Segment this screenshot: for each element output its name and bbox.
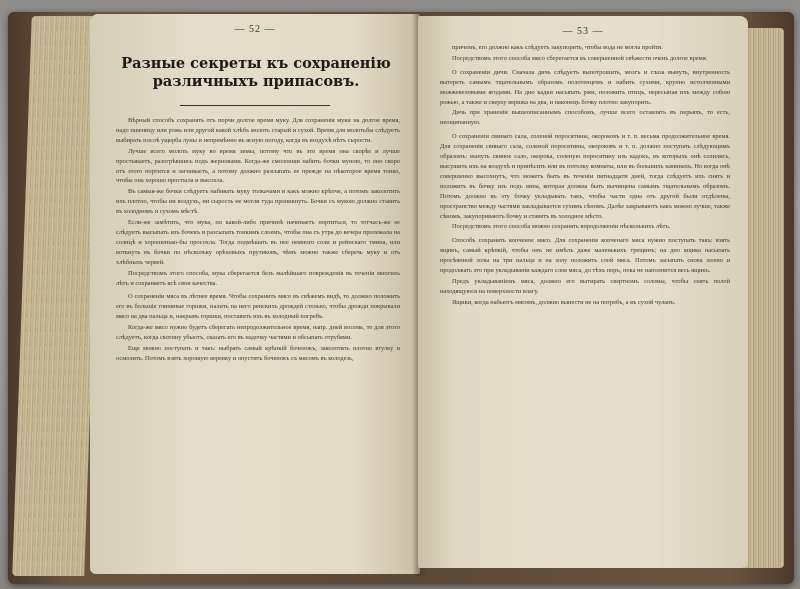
page-number: — 52 — (234, 24, 276, 35)
paragraph: О сохраненіи дичи. Сначала дичь слѣдуетъ выпотрошить, мозгъ и глаза вынуть, внутренность вытереть самымъ тщательнымъ образомъ полотенцемъ и набить сухими, крупно истолченными можжевеловыми ягодами. На дно кадки насыпать ржи, положить птицъ, пересыпая ихъ между собою рожью, а также и сверху вершка на два, и наконецъ бочку плотно закупорить. (440, 68, 730, 106)
paragraph: Дичь при храненіи вышеописаннымъ способомъ, лучше всего оставлять въ перьяхъ, то есть, неощипанную. (440, 109, 730, 127)
paragraph: Вѣрный способъ сохранять отъ порчи долгое время муку. Для сохраненія муки на долгое время, надо пшеницу или рожь или другой какой хлѣбъ молоть старый и сухой. Время для молотьбы слѣдуетъ выбирать послѣ ущерба луны и непремѣнно въ ясную погоду, когда въ воздухѣ нѣтъ сырости. (116, 117, 400, 144)
left-page-text (90, 116, 420, 364)
paragraph: причемъ, его должно какъ слѣдуетъ закупорить, чтобы вода не могла пройти. (452, 44, 663, 51)
paragraph: Предъ укладываніемъ мяса, должно его вытирать свертномъ соломы, чтобы снять полой находящуюся на поверхности влагу. (440, 277, 730, 295)
paragraph: Лучше всего молоть муку во время зимы, потому что въ это время она скорѣе и лучше простываетъ, разогрѣвшись подъ жерновами. Когда-же смолонши набить бочки муною, то оно скоро отъ этого портится и загниваетъ, а потому должно разсыпать ее прежде на нѣкоторое время тонко, чтобы она хорошо простыла и высохла. (116, 147, 400, 185)
paragraph: Когда-же мясо нужно будетъ сберегать непродолжительное время, напр. дней восемь, то для этого слѣдуетъ, когда скотину убьютъ, сказать его въ надочку частями и обсыпать отрубями. (116, 324, 400, 342)
paragraph: Ящики, когда набьютъ мясомъ, должно вынести не на погребъ, а въ сухой чуланъ. (452, 298, 676, 306)
open-book (8, 6, 796, 584)
paragraph: Въ самыя-же бочки слѣдуетъ набивать муку толкачами и какъ можно крѣпче, а потомъ заколотить ихъ плотно, чтобы ни воздухъ, ни сырость не могли туда проникнуть. Бочки съ мукою должно ставить въ холодномъ и сухомъ мѣстѣ. (116, 188, 400, 216)
paragraph: О сохраненіи мяса въ лѣтнее время. Чтобы сохранить мясо въ свѣжемъ видѣ, то должно положить его въ большіе глиняные горшки, налить на него ренскихъ дрождей столько, чтобы дрожди покрывали мясо на два пальца и, накрывъ горшки, поставить ихъ въ холодный погребъ. (116, 293, 400, 321)
paragraph: Если-же замѣтить, что мука, по какой-либо причинѣ начинаетъ портиться, то тотчасъ-же ее слѣдуетъ высыпать изъ бочекъ и разсыпать тонкимъ слоемъ, чтобы она съ утра до вечера пролежала на солнцѣ и хорошенько-бы просохла. Тогда подмѣшать въ нее немного соли и рейнскаго тмина, или воткнуть въ бочки по нѣскольку орѣховыхъ прутиковъ, чѣмъ можно также сберечь муку и отъ хлѣбныхъ червей. (116, 219, 400, 266)
paragraph: О сохраненіи свинаго сала, соленой поросятины, окороковъ и т. п. весьма продолжительное время. Для сохраненія свинаго сала, соленой поросятины, окороковъ и т. п. должно поступать слѣдующимъ образомъ: вынуть свиное сало, окорока, соленую поросятину изъ кадокъ, въ которыхъ онѣ солились, высушить ихъ на воздухѣ и принѣсить или въ потолку комнаты, или въ большихъ каминахъ. Но когда онѣ совершенно высохнутъ, что можетъ быть въ теченіи пятнадцати дней, тогда слѣдуетъ ихъ снять и положить въ бочку изъ подъ вина, которая должна быть вычищена самымъ тщательнымъ образомъ. Потомъ должно въ эту бочку укладывать такъ, чтобы части одна отъ другой были отдѣлены, пространство между частями закладывается сухимъ сѣномъ. Далѣе закрываютъ какъ можно лучше, также сѣномъ, закупориваютъ бочку и ставятъ въ холодное мѣсто. (440, 133, 730, 220)
page-edges-right (744, 28, 784, 568)
page-heading: Разные секреты къ сохраненію различныхъ припасовъ. (121, 55, 391, 90)
paragraph: Посредствомъ этого способа, мука сберегается безъ малѣйшаго поврежденія въ теченіи многихъ лѣтъ и сохраняетъ всѣ свои качества. (116, 269, 400, 287)
left-page (90, 14, 420, 574)
right-page (418, 16, 748, 568)
heading-rule (180, 105, 330, 106)
paragraph: Посредствомъ этого способа мясо сберегается въ совершенной свѣжести очень долгое время. (452, 54, 708, 62)
page-number: — 53 — (562, 26, 604, 37)
paragraph: Еще можно поступать и такъ: выбрать самый крѣпкій боченокъ, заколотить плотно втулку и осмолить. Потомъ взять хорошую веревку и опустить боченокъ съ мясомъ въ колодезь, (116, 344, 400, 362)
paragraph: Способъ сохранять копченое мясо. Для сохраненія копченаго мяса нужно поступать такъ: взять ящикъ, самый крѣпкій, чтобы онъ не имѣлъ даже маленькихъ трещинъ; на дно ящика насыпать просѣянной золы на три пальца и на золу положить слой мяса. Потомъ засыпать снова золою и продолжать это при укладываніи каждаго слоя мяса, до тѣхъ поръ, пока не наполнится весь ящикъ. (440, 237, 730, 275)
right-page-text (418, 43, 748, 308)
paragraph: Посредствомъ этого способа можно сохранять впродолженіи нѣсколькихъ лѣтъ. (452, 223, 671, 231)
